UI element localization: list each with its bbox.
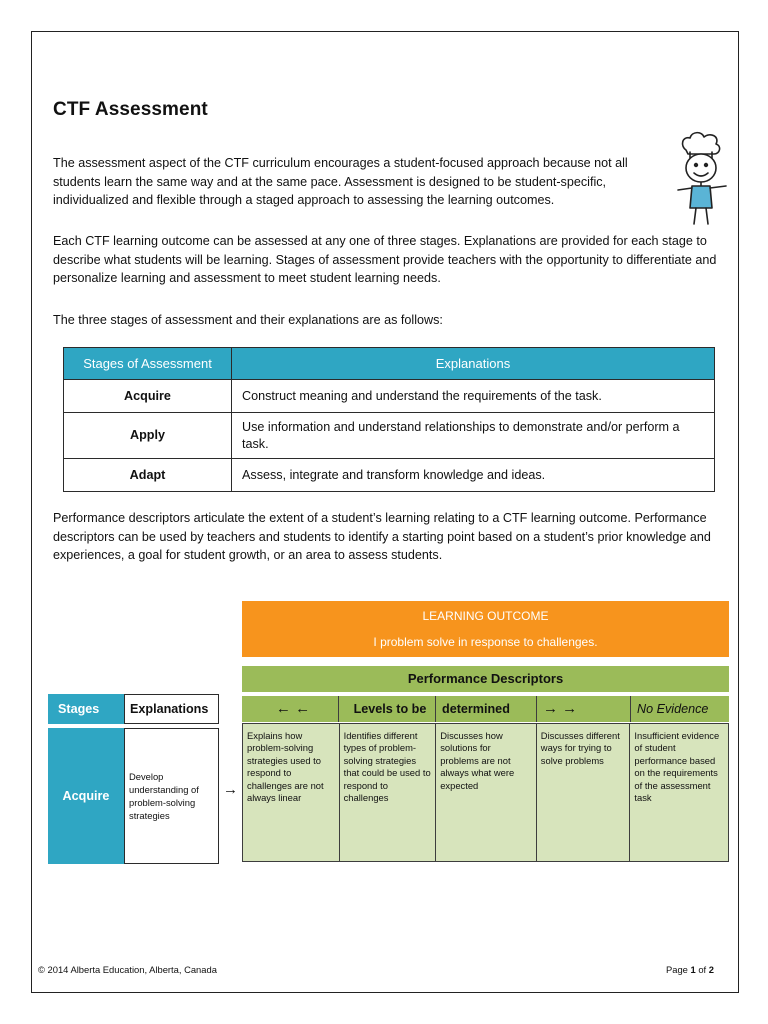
stages-paragraph: Each CTF learning outcome can be assessed at any one of three stages. Explanations are provided for each stage to describe what students will be learning. Stages of assessment provide teachers with the opportunity to differentiate and personalize learning and assessment to meet student learning needs.: [53, 234, 717, 285]
chef-illustration: [672, 128, 734, 230]
levels-row: [242, 696, 729, 722]
table-row: [64, 413, 715, 459]
level-left-arrows: ← ←: [242, 696, 339, 722]
stages-table: [63, 347, 715, 492]
performance-descriptors-header: Performance Descriptors: [242, 666, 729, 692]
descriptors-row: [242, 723, 729, 862]
level-label-1: Levels to be: [339, 696, 436, 722]
mini-explanations-header: Explanations: [124, 694, 219, 724]
descriptor-cell: Discusses how solutions for problems are not always what were expected: [436, 724, 537, 861]
stages-header: Stages of Assessment: [64, 348, 232, 380]
right-arrow-icon: →: [223, 781, 238, 798]
level-no-evidence: No Evidence: [631, 696, 729, 722]
table-row: [64, 380, 715, 413]
descriptor-cell: Explains how problem-solving strategies used to respond to challenges are not always linear: [243, 724, 340, 861]
learning-outcome-text: I problem solve in response to challenges.: [373, 635, 598, 649]
page-total: 2: [708, 964, 714, 975]
descriptor-cell: Discusses different ways for trying to solve problems: [537, 724, 631, 861]
stage-cell: Apply: [64, 413, 232, 459]
descriptor-cell: Identifies different types of problem-solving strategies that could be used to respond to challenges: [340, 724, 437, 861]
mini-explanation-cell: Develop understanding of problem-solving strategies: [124, 728, 219, 864]
page-current: 1: [690, 964, 696, 975]
explanation-cell: Assess, integrate and transform knowledge and ideas.: [232, 459, 715, 492]
level-right-arrows: → →: [537, 696, 631, 722]
explanation-cell: Construct meaning and understand the requirements of the task.: [232, 380, 715, 413]
stages-mini-table: [48, 694, 219, 864]
footer-page-number: [666, 964, 714, 975]
page-label: Page: [666, 964, 688, 975]
footer-copyright: © 2014 Alberta Education, Alberta, Canada: [38, 964, 217, 975]
mini-stage-cell: Acquire: [48, 728, 124, 864]
explanation-cell: Use information and understand relationships to demonstrate and/or perform a task.: [232, 413, 715, 459]
learning-outcome-title: LEARNING OUTCOME: [422, 609, 549, 623]
stages-intro-text: The three stages of assessment and their explanations are as follows:: [53, 313, 443, 327]
learning-outcome-box: [242, 601, 729, 657]
descriptors-paragraph: Performance descriptors articulate the extent of a student’s learning relating to a CTF learning outcome. Performance descriptors can be used by teachers and students to identify a starting point based on a student’s prior knowledge and experiences, a goal for student growth, or an area to assess students.: [53, 511, 711, 562]
page-of-label: of: [698, 964, 707, 975]
page-title: CTF Assessment: [53, 99, 208, 120]
descriptor-cell: Insufficient evidence of student performance based on the requirements of the assessment task: [630, 724, 728, 861]
level-label-2: determined: [436, 696, 537, 722]
stage-cell: Adapt: [64, 459, 232, 492]
explanations-header: Explanations: [232, 348, 715, 380]
stage-cell: Acquire: [64, 380, 232, 413]
mini-stages-header: Stages: [48, 694, 124, 724]
intro-paragraph: The assessment aspect of the CTF curriculum encourages a student-focused approach because not all students learn the same way and at the same pace. Assessment is designed to be student-specific, individualized and flexible through a staged approach to assessing the learning outcomes.: [53, 156, 628, 207]
table-row: [64, 459, 715, 492]
